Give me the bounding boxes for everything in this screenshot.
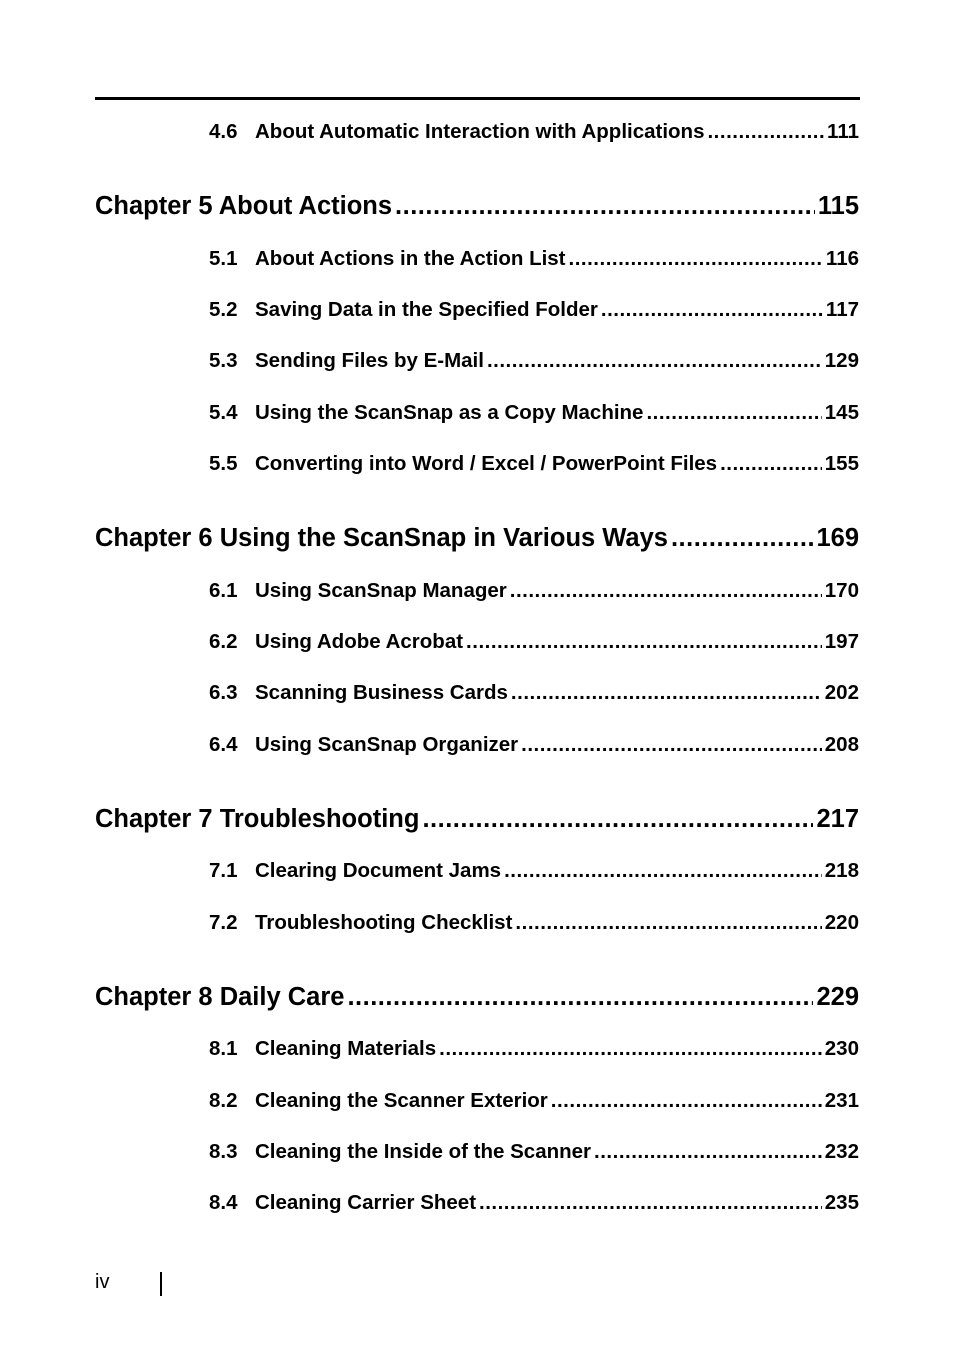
- toc-page-number: 115: [817, 192, 859, 220]
- toc-section-number: 5.5: [209, 452, 238, 475]
- toc-section-number: 6.1: [209, 579, 238, 602]
- toc-section-number: 5.1: [209, 247, 238, 270]
- toc-page-number: 235: [824, 1191, 859, 1214]
- toc-entry-title: Sending Files by E-Mail: [255, 349, 484, 372]
- toc-dot-leader: [504, 857, 822, 885]
- toc-dot-leader: [347, 980, 813, 1014]
- toc-page-number: 145: [824, 401, 859, 424]
- footer-divider: [160, 1272, 162, 1296]
- toc-section-entry[interactable]: [209, 245, 859, 273]
- toc-section-entry[interactable]: [209, 731, 859, 759]
- footer-page-number: iv: [95, 1271, 110, 1293]
- toc-section-number: 6.2: [209, 630, 238, 653]
- toc-chapter-entry[interactable]: [95, 980, 859, 1014]
- toc-section-entry[interactable]: [209, 450, 859, 478]
- toc-dot-leader: [569, 245, 823, 273]
- toc-entry-title: Chapter 7 Troubleshooting: [95, 805, 420, 833]
- toc-chapter-entry[interactable]: [95, 802, 859, 836]
- toc-section-entry[interactable]: [209, 1138, 859, 1166]
- toc-entry-title: Chapter 5 About Actions: [95, 192, 393, 220]
- toc-dot-leader: [510, 577, 822, 605]
- toc-dot-leader: [707, 118, 824, 146]
- toc-dot-leader: [720, 450, 822, 478]
- toc-dot-leader: [466, 628, 822, 656]
- toc-entry-title: Troubleshooting Checklist: [255, 911, 513, 934]
- toc-dot-leader: [487, 347, 822, 375]
- toc-entry-title: Chapter 8 Daily Care: [95, 983, 345, 1011]
- toc-page-number: 229: [816, 983, 859, 1011]
- toc-chapter-entry[interactable]: [95, 521, 859, 555]
- toc-entry-title: Cleaning Carrier Sheet: [255, 1191, 477, 1214]
- toc-dot-leader: [594, 1138, 822, 1166]
- toc-entry-title: Using ScanSnap Organizer: [255, 733, 519, 756]
- toc-dot-leader: [395, 189, 815, 223]
- toc-dot-leader: [521, 731, 822, 759]
- toc-page-number: 129: [824, 349, 859, 372]
- toc-section-entry[interactable]: [209, 1087, 859, 1115]
- toc-entry-title: Using Adobe Acrobat: [255, 630, 464, 653]
- toc-entry-title: Using the ScanSnap as a Copy Machine: [255, 401, 644, 424]
- toc-page-number: 217: [816, 805, 859, 833]
- toc-entry-title: Converting into Word / Excel / PowerPoint Files: [255, 452, 718, 475]
- toc-section-number: 6.3: [209, 681, 238, 704]
- toc-dot-leader: [671, 521, 814, 555]
- toc-section-entry[interactable]: [209, 1189, 859, 1217]
- toc-page-number: 116: [825, 247, 859, 270]
- toc-page-number: 208: [824, 733, 859, 756]
- toc-page-number: 169: [816, 524, 859, 552]
- toc-entry-title: About Automatic Interaction with Applications: [255, 120, 705, 143]
- toc-dot-leader: [551, 1087, 822, 1115]
- toc-section-number: 5.2: [209, 298, 238, 321]
- toc-section-number: 4.6: [209, 120, 238, 143]
- toc-dot-leader: [422, 802, 813, 836]
- toc-section-number: 7.1: [209, 859, 238, 882]
- toc-page-number: 231: [824, 1089, 859, 1112]
- toc-entry-title: About Actions in the Action List: [255, 247, 566, 270]
- toc-section-entry[interactable]: [209, 628, 859, 656]
- toc-section-number: 8.3: [209, 1140, 238, 1163]
- toc-section-entry[interactable]: [209, 347, 859, 375]
- toc-page-number: 218: [824, 859, 859, 882]
- toc-page-number: 202: [824, 681, 859, 704]
- toc-section-entry[interactable]: [209, 1035, 859, 1063]
- toc-page-number: 155: [824, 452, 859, 475]
- toc-page-number: 111: [827, 120, 859, 143]
- toc-entry-title: Clearing Document Jams: [255, 859, 502, 882]
- toc-section-number: 8.4: [209, 1191, 238, 1214]
- toc-entry-title: Using ScanSnap Manager: [255, 579, 507, 602]
- toc-page-number: 170: [824, 579, 859, 602]
- toc-dot-leader: [511, 679, 822, 707]
- toc-dot-leader: [439, 1035, 822, 1063]
- toc-section-entry[interactable]: [209, 909, 859, 937]
- toc-section-entry[interactable]: [209, 679, 859, 707]
- toc-entry-title: Cleaning the Inside of the Scanner: [255, 1140, 592, 1163]
- toc-dot-leader: [479, 1189, 822, 1217]
- toc-entry-title: Cleaning Materials: [255, 1037, 437, 1060]
- toc-page-number: 197: [824, 630, 859, 653]
- toc-page-number: 232: [824, 1140, 859, 1163]
- toc-section-number: 8.2: [209, 1089, 238, 1112]
- toc-section-entry[interactable]: [209, 577, 859, 605]
- toc-section-entry[interactable]: [209, 857, 859, 885]
- toc-page-number: 220: [824, 911, 859, 934]
- toc-section-entry[interactable]: [209, 296, 859, 324]
- toc-entry-title: Saving Data in the Specified Folder: [255, 298, 598, 321]
- toc-section-entry[interactable]: [209, 399, 859, 427]
- toc-dot-leader: [646, 399, 821, 427]
- toc-entry-title: Cleaning the Scanner Exterior: [255, 1089, 548, 1112]
- toc-entry-title: Chapter 6 Using the ScanSnap in Various Ways: [95, 524, 668, 552]
- toc-chapter-entry[interactable]: [95, 189, 859, 223]
- toc-section-number: 7.2: [209, 911, 238, 934]
- toc-dot-leader: [601, 296, 823, 324]
- toc-section-number: 8.1: [209, 1037, 238, 1060]
- toc-page-number: 230: [824, 1037, 859, 1060]
- toc-section-entry[interactable]: [209, 118, 859, 146]
- toc-entry-title: Scanning Business Cards: [255, 681, 508, 704]
- toc-page-number: 117: [825, 298, 859, 321]
- toc-dot-leader: [515, 909, 821, 937]
- toc-section-number: 5.3: [209, 349, 238, 372]
- toc-section-number: 6.4: [209, 733, 238, 756]
- toc-section-number: 5.4: [209, 401, 238, 424]
